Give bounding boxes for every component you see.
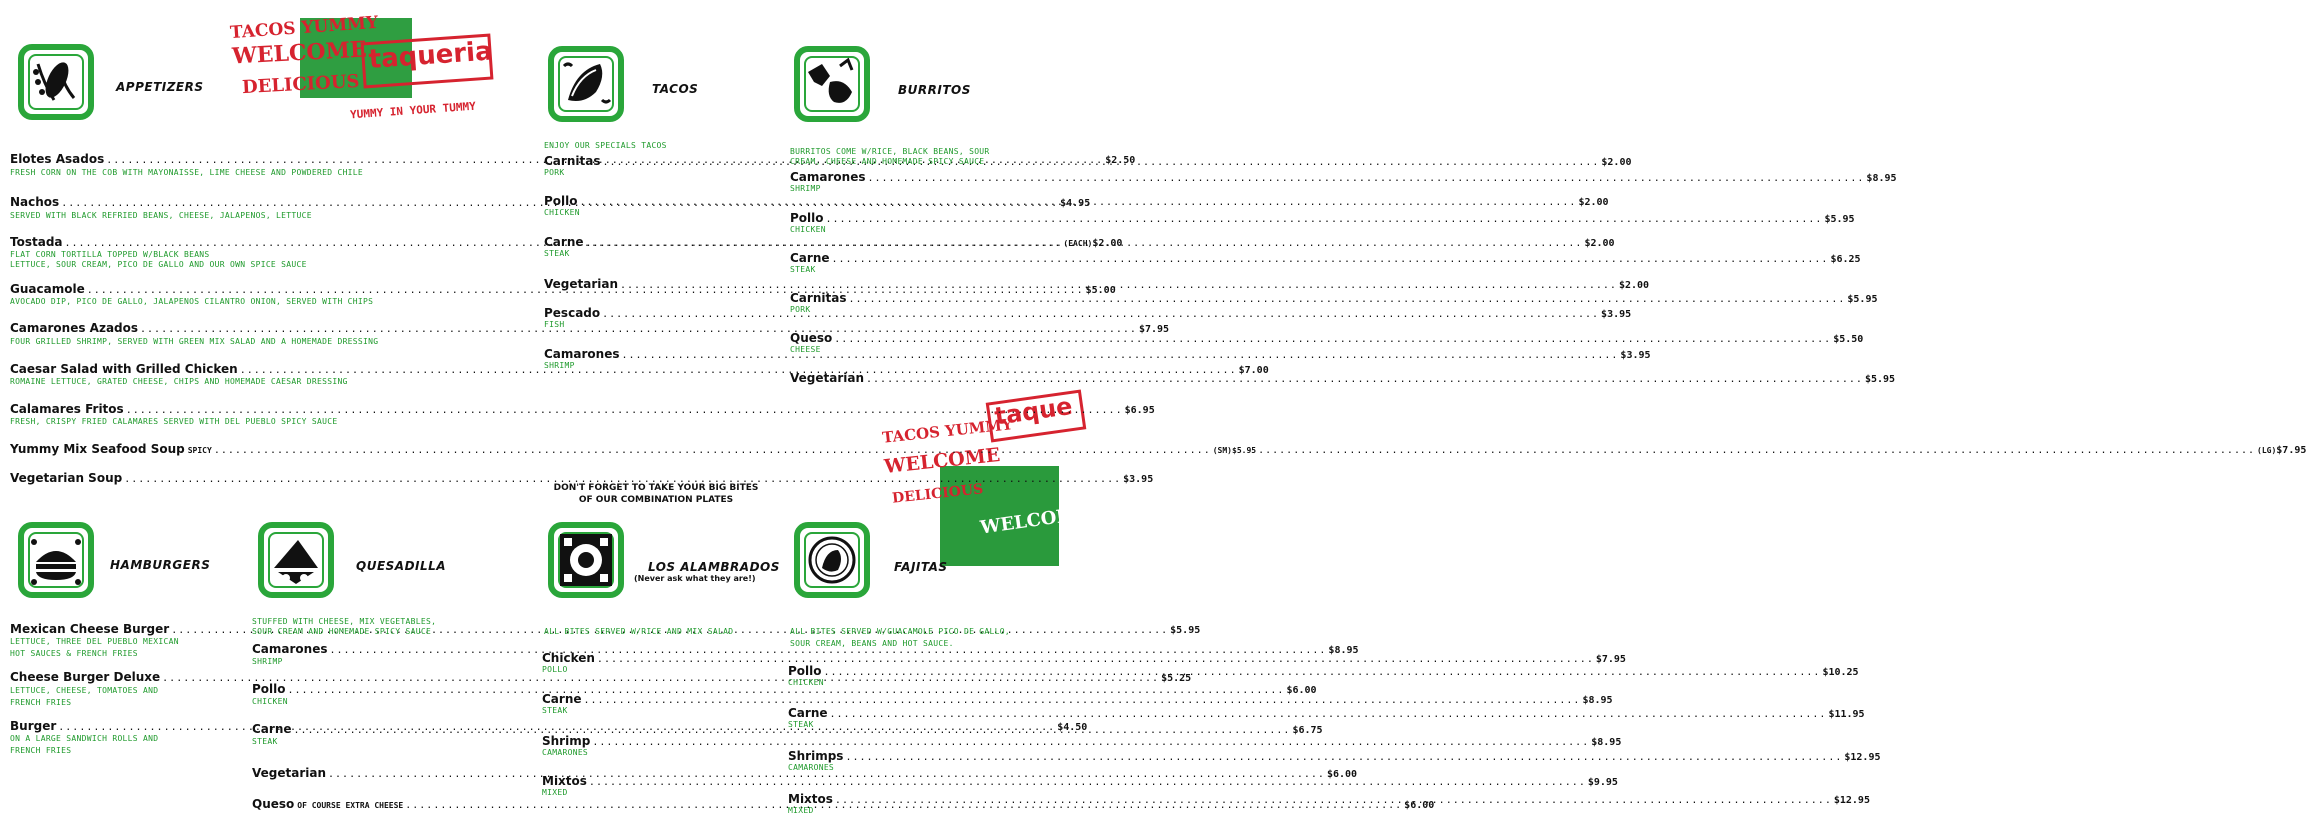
burritos-title: BURRITOS [898, 83, 971, 97]
menu-item-calamares: Calamares Fritos ..... $6.95 [10, 402, 500, 416]
quesadilla-title: QUESADILLA [356, 559, 447, 573]
menu-desc: STEAK [252, 737, 278, 746]
appetizers-icon-frame [18, 44, 94, 120]
menu-desc: HOT SAUCES & FRENCH FRIES [10, 649, 138, 658]
plate-icon [800, 528, 864, 592]
menu-item-veg-soup: Vegetarian Soup ..... $3.95 [10, 471, 500, 485]
quesadilla-icon-frame [258, 522, 334, 598]
stamp-welcome: WELCOME [231, 36, 368, 70]
menu-item-f-shrimps: Shrimps ..... $12.95 [788, 749, 1032, 763]
stamp-delicious: DELICIOUS [241, 70, 361, 99]
menu-desc: FOUR GRILLED SHRIMP, SERVED WITH GREEN MIX SALAD AND A HOMEMADE DRESSING [10, 337, 379, 346]
menu-item-q-pollo: Pollo ..... $6.00 [252, 682, 498, 696]
appetizers-title: APPETIZERS [116, 80, 204, 94]
menu-item-a-carne: Carne ..... $8.95 [542, 692, 764, 706]
stamp2-taqueria-box [986, 390, 1087, 443]
menu-item-q-queso: Queso OF COURSE EXTRA CHEESE ..... $6.00 [252, 797, 498, 811]
stamp2-welcome-b: WELCOME [979, 502, 1092, 539]
tacos-title: TACOS [652, 82, 699, 96]
burritos-note-2: CREAM, CHEESE AND HOMEMADE SPICY SAUCE [790, 157, 985, 166]
burritos-note: BURRITOS COME W/RICE, BLACK BEANS, SOUR [790, 147, 990, 156]
menu-desc: LETTUCE, THREE DEL PUEBLO MEXICAN [10, 637, 179, 646]
menu-desc: FRENCH FRIES [10, 698, 72, 707]
menu-item-t-camarones: Camarones ..... $3.95 [544, 347, 764, 361]
menu-item-a-mixtos: Mixtos ..... $9.95 [542, 774, 764, 788]
menu-desc: POLLO [542, 665, 568, 674]
bull-rider-icon [800, 52, 864, 116]
menu-desc: SHRIMP [544, 361, 575, 370]
menu-desc: STEAK [542, 706, 568, 715]
menu-item-b-carnitas: Carnitas ..... $5.95 [790, 291, 1032, 305]
burritos-icon-frame [794, 46, 870, 122]
menu-item-tostada: Tostada ..... (EACH) $2.00 [10, 235, 500, 249]
menu-item-t-pescado: Pescado ..... $3.95 [544, 306, 764, 320]
menu-item-mexican-burger: Mexican Cheese Burger ..... $5.95 [10, 622, 230, 636]
menu-desc: CHICKEN [790, 225, 826, 234]
menu-desc: AVOCADO DIP, PICO DE GALLO, JALAPENOS CILANTRO ONION, SERVED WITH CHIPS [10, 297, 374, 306]
menu-desc: CHICKEN [788, 678, 824, 687]
menu-desc: CHICKEN [252, 697, 288, 706]
menu-item-q-camarones: Camarones ..... $8.95 [252, 642, 498, 656]
menu-desc: FRENCH FRIES [10, 746, 72, 755]
alambrados-title: LOS ALAMBRADOS [648, 560, 780, 574]
menu-item-caesar: Caesar Salad with Grilled Chicken ..... $7.00 [10, 362, 500, 376]
menu-item-b-pollo: Pollo ..... $5.95 [790, 211, 1032, 225]
combination-reminder [540, 482, 772, 506]
menu-item-q-carne: Carne ..... $6.75 [252, 722, 498, 736]
menu-desc: FLAT CORN TORTILLA TOPPED W/BLACK BEANS [10, 250, 210, 259]
menu-item-t-vegetarian: Vegetarian ..... $2.00 [544, 277, 764, 291]
menu-desc: CHICKEN [544, 208, 580, 217]
fajitas-title: FAJITAS [894, 560, 948, 574]
stamp2-tacos-yummy: TACOS YUMMY [881, 415, 1014, 447]
menu-desc: SHRIMP [790, 184, 821, 193]
tacos-icon-frame [548, 46, 624, 122]
stamp2-welcome: WELCOME [883, 443, 1002, 479]
tile-pattern-icon [554, 528, 618, 592]
stamp-tacos-yummy: TACOS YUMMY [229, 12, 379, 44]
burger-icon [24, 528, 88, 592]
menu-item-f-carne: Carne ..... $11.95 [788, 706, 1032, 720]
menu-desc: STEAK [788, 720, 814, 729]
menu-item-burger: Burger ..... $4.50 [10, 719, 230, 733]
stamp2-taqueria: taque [992, 392, 1075, 431]
tacos-note: ENJOY OUR SPECIALS TACOS [544, 141, 667, 150]
menu-desc: ROMAINE LETTUCE, GRATED CHEESE, CHIPS AND HOMEMADE CAESAR DRESSING [10, 377, 348, 386]
stamp-taqueria: taqueria [367, 36, 494, 76]
fajitas-note: ALL BITES SERVED W/GUACAMOLE PICO DE GALLO, [790, 627, 1011, 636]
menu-item-t-pollo: Pollo ..... $2.00 [544, 194, 764, 208]
alambrados-note: ALL BITES SERVED W/RICE AND MIX SALAD [544, 627, 734, 636]
stamp-tagline: YUMMY IN YOUR TUMMY [349, 99, 477, 122]
menu-item-cheese-burger: Cheese Burger Deluxe ..... $5.25 [10, 670, 230, 684]
alambrados-subtitle: (Never ask what they are!) [634, 574, 756, 583]
menu-desc: SERVED WITH BLACK REFRIED BEANS, CHEESE, JALAPENOS, LETTUCE [10, 211, 312, 220]
menu-desc: PORK [544, 168, 565, 177]
menu-desc: STEAK [544, 249, 570, 258]
menu-item-f-mixtos: Mixtos ..... $12.95 [788, 792, 1032, 806]
corn-icon [24, 50, 88, 114]
fajitas-icon-frame [794, 522, 870, 598]
reminder-line-1: DON'T FORGET TO TAKE YOUR BIG BITES [553, 483, 759, 493]
menu-item-guacamole: Guacamole ..... $5.00 [10, 282, 500, 296]
fajitas-note-2: SOUR CREAM, BEANS AND HOT SAUCE. [790, 639, 954, 648]
menu-item-camarones-azados: Camarones Azados ..... $7.95 [10, 321, 504, 335]
quesadilla-icon [264, 528, 328, 592]
menu-item-seafood-soup: Yummy Mix Seafood Soup SPICY ..... (SM)$5.95 ..... (LG) $7.95 [10, 442, 500, 456]
menu-desc: MIXED [542, 788, 568, 797]
menu-item-b-camarones: Camarones ..... $8.95 [790, 170, 1032, 184]
menu-desc: STEAK [790, 265, 816, 274]
menu-item-a-chicken: Chicken ..... $7.95 [542, 651, 764, 665]
taco-icon [554, 52, 618, 116]
stamp-taqueria-box [361, 34, 494, 89]
menu-desc: CAMARONES [788, 763, 835, 772]
menu-desc: CAMARONES [542, 748, 589, 757]
menu-item-t-carne: Carne ..... $2.00 [544, 235, 764, 249]
menu-item-elotes: Elotes Asados ..... $2.50 [10, 152, 500, 166]
menu-desc: LETTUCE, SOUR CREAM, PICO DE GALLO AND OUR OWN SPICE SAUCE [10, 260, 307, 269]
menu-desc: LETTUCE, CHEESE, TOMATOES AND [10, 686, 159, 695]
menu-item-b-carne: Carne ..... $6.25 [790, 251, 1032, 265]
menu-desc: ON A LARGE SANDWICH ROLLS AND [10, 734, 159, 743]
menu-desc: FRESH, CRISPY FRIED CALAMARES SERVED WITH DEL PUEBLO SPICY SAUCE [10, 417, 338, 426]
alambrados-icon-frame [548, 522, 624, 598]
menu-item-q-vegetarian: Vegetarian ..... $6.00 [252, 766, 498, 780]
menu-desc: SHRIMP [252, 657, 283, 666]
menu-item-f-pollo: Pollo ..... $10.25 [788, 664, 1032, 678]
menu-desc: PORK [790, 305, 811, 314]
quesadilla-note: STUFFED WITH CHEESE, MIX VEGETABLES, [252, 617, 437, 626]
menu-desc: FISH [544, 320, 565, 329]
menu-item-t-carnitas: Carnitas ..... $2.00 [544, 154, 764, 168]
quesadilla-note-2: SOUR CREAM AND HOMEMADE SPICY SAUCE [252, 627, 432, 636]
reminder-line-2: OF OUR COMBINATION PLATES [578, 495, 734, 505]
menu-item-a-shrimp: Shrimp ..... $8.95 [542, 734, 764, 748]
stamp2-delicious: DELICIOUS [891, 481, 985, 507]
menu-item-b-vegetarian: Vegetarian ..... $5.95 [790, 371, 1032, 385]
menu-item-b-queso: Queso ..... $5.50 [790, 331, 1032, 345]
menu-desc: CHEESE [790, 345, 821, 354]
menu-desc: FRESH CORN ON THE COB WITH MAYONAISSE, LIME CHEESE AND POWDERED CHILE [10, 168, 364, 177]
hamburgers-icon-frame [18, 522, 94, 598]
hamburgers-title: HAMBURGERS [110, 558, 211, 572]
menu-item-nachos: Nachos ..... $4.95 [10, 195, 500, 209]
menu-desc: MIXED [788, 806, 814, 815]
stamp-cluster [228, 12, 494, 126]
